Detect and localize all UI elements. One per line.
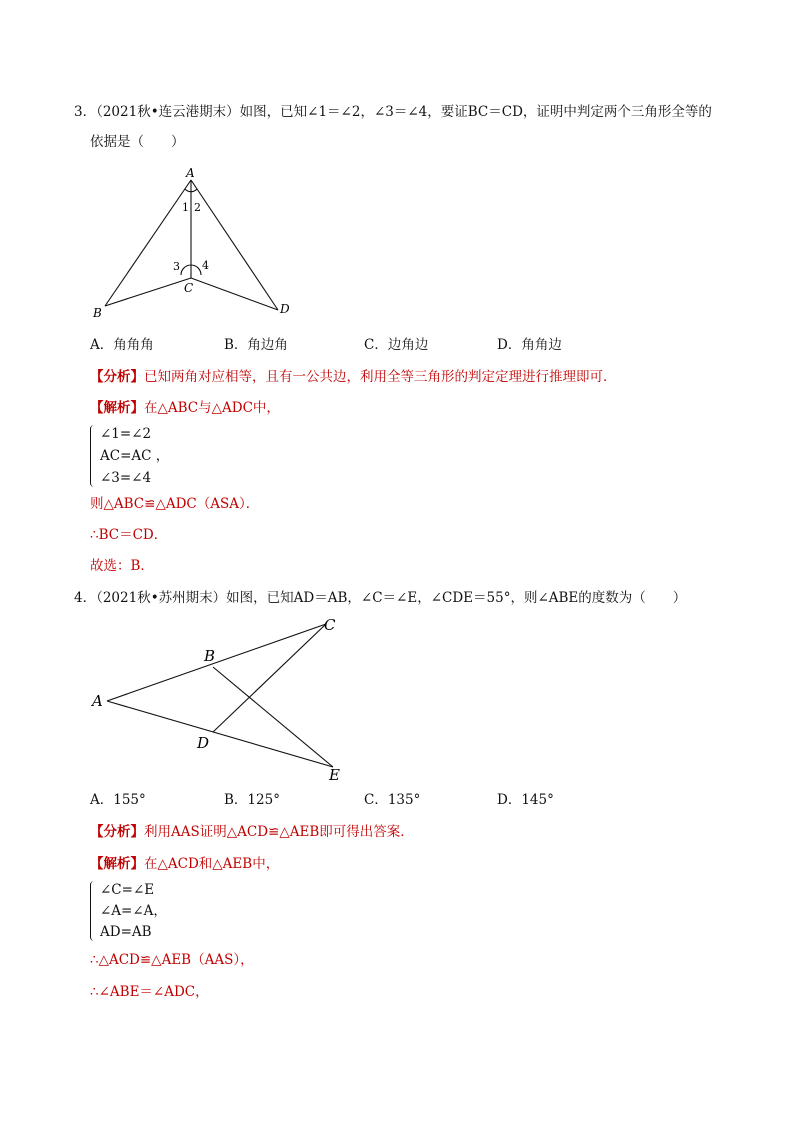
q3-line-cd [191,278,278,310]
q3-label-1: 1 [182,201,189,214]
q4-stem: 4．（2021秋•苏州期末）如图，已知AD＝AB，∠C＝∠E，∠CDE＝55°，则∠ABE的度数为（ ） [74,590,687,606]
q3-line-ab [105,180,194,306]
q4-line-be [213,667,333,767]
q3-label-3: 3 [173,260,180,273]
q3-label-4: 4 [202,259,209,272]
q4-solution-tag: 【解析】 [90,856,144,872]
q4-analysis-tag: 【分析】 [90,824,144,840]
q3-equation-system [90,425,210,489]
q4-solution [90,855,279,873]
q3-step3: 故选：B． [90,558,154,574]
q3-analysis [90,368,617,386]
q4-step2: ∴∠ABE＝∠ADC， [90,984,209,1000]
q3-solution-intro: 在△ABC与△ADC中， [144,400,280,416]
q3-brace [90,425,97,487]
q4-option-c: C．135° [364,792,421,808]
q4-equation-system [90,881,210,945]
q3-analysis-tag: 【分析】 [90,369,144,385]
q4-step1: ∴△ACD≌△AEB（AAS）， [90,952,254,968]
q4-analysis [90,823,414,841]
q3-option-d: D．角角边 [497,337,562,353]
q4-label-c: C [324,616,336,634]
q3-label-a: A [186,166,195,180]
q3-analysis-text: 已知两角对应相等，且有一公共边，利用全等三角形的判定定理进行推理即可． [144,369,617,385]
q3-system-row-1: ∠1=∠2 [100,426,152,442]
q3-line-ad [191,180,278,310]
q3-option-c: C．边角边 [364,337,429,353]
q3-stem-line2: 依据是（ ） [90,134,185,150]
q3-label-2: 2 [194,201,201,214]
q3-solution [90,399,280,417]
q3-label-d: D [280,302,290,316]
q3-system-row-2: AC=AC ， [100,448,170,464]
q3-label-b: B [93,306,102,320]
q4-label-e: E [329,766,340,784]
q4-label-d: D [197,734,210,752]
q4-line-dc [213,624,326,732]
q4-system-row-2: ∠A=∠A， [100,903,167,919]
q4-system-row-1: ∠C=∠E [100,882,155,898]
q3-option-b: B．角边角 [224,337,288,353]
q3-solution-tag: 【解析】 [90,400,144,416]
q4-label-b: B [204,647,216,665]
q4-label-a: A [92,692,103,710]
q4-option-b: B．125° [224,792,280,808]
q3-option-a: A．角角角 [90,337,154,353]
q4-brace [90,881,97,941]
q3-line-bc [105,278,194,306]
q3-step2: ∴BC＝CD． [90,527,168,543]
q4-analysis-text: 利用AAS证明△ACD≌△AEB即可得出答案． [144,824,414,840]
q4-option-a: A．155° [90,792,146,808]
q4-line-ae [107,701,333,767]
q3-figure [86,160,306,325]
q3-system-row-3: ∠3=∠4 [100,470,152,486]
q4-system-row-3: AD=AB [100,924,152,940]
q4-line-ac [107,624,326,701]
q4-option-d: D．145° [497,792,554,808]
q3-step1: 则△ABC≌△ADC（ASA）． [90,496,260,512]
q4-figure [86,610,356,790]
q3-stem-line1: 3．（2021秋•连云港期末）如图，已知∠1＝∠2，∠3＝∠4，要证BC＝CD，证明中判定两个三角形全等的 [74,104,712,120]
q4-solution-intro: 在△ACD和△AEB中， [144,856,280,872]
q3-label-c: C [184,281,194,295]
